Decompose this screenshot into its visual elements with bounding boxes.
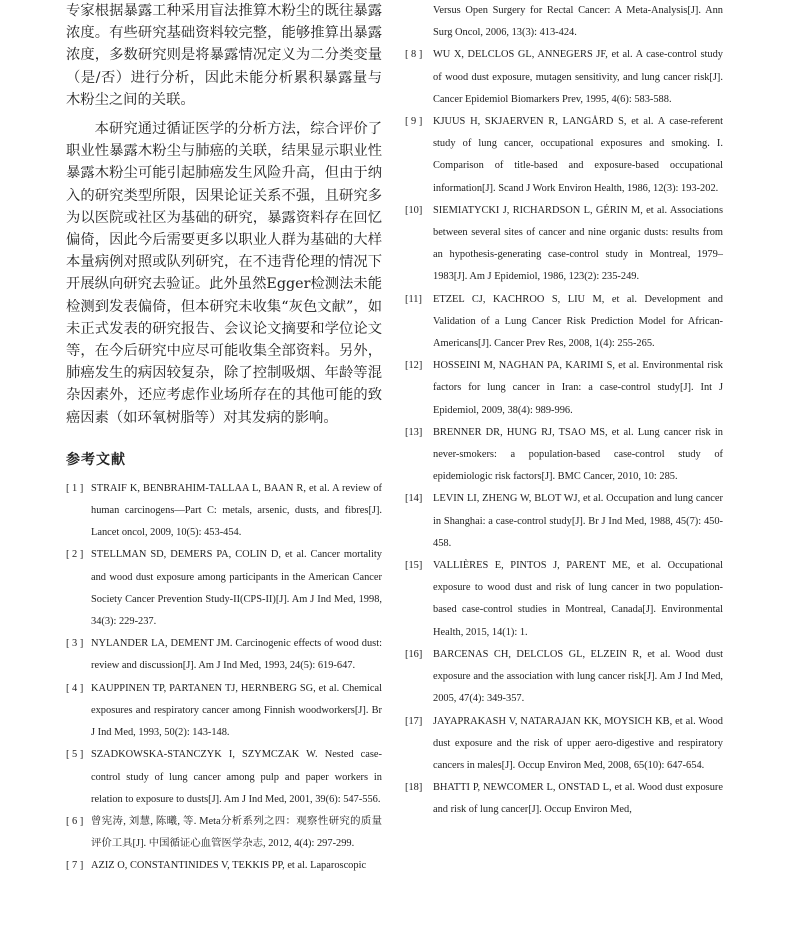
- reference-number: [17]: [405, 715, 423, 727]
- reference-text: WU X, DELCLOS GL, ANNEGERS JF, et al. A case-control study of wood dust exposure, mutagen sensitivity, and lung cancer risk[J]. Cancer Epidemiol Biomarkers Prev, 1995, 4(6): 583-588.: [433, 49, 723, 105]
- reference-number: [11]: [405, 293, 422, 305]
- reference-item: [66, 811, 382, 855]
- reference-text: STRAIF K, BENBRAHIM-TALLAA L, BAAN R, et al. A review of human carcinogens—Part C: metals, arsenic, dusts, and fibres[J]. Lancet oncol, 2009, 10(5): 453-454.: [91, 482, 382, 539]
- reference-text: NYLANDER LA, DEMENT JM. Carcinogenic effects of wood dust: review and discussion[J]. Am J Ind Med, 1993, 24(5): 619-647.: [91, 638, 382, 672]
- reference-item: [405, 488, 723, 555]
- reference-item: [405, 289, 723, 356]
- reference-item: [405, 711, 723, 778]
- reference-item: [66, 678, 382, 745]
- reference-number: [ 5 ]: [66, 749, 84, 761]
- reference-number: [12]: [405, 360, 423, 372]
- reference-text: VALLIÈRES E, PINTOS J, PARENT ME, et al. Occupational exposure to wood dust and risk of lung cancer in two population-based case-control studies in Montreal, Canada[J]. Environmental Health, 2015, 14(1): 1.: [433, 560, 723, 638]
- reference-number: [13]: [405, 426, 423, 438]
- reference-number: [18]: [405, 782, 423, 794]
- reference-item: [405, 555, 723, 644]
- reference-item: [66, 633, 382, 677]
- reference-text: Versus Open Surgery for Rectal Cancer: A Meta-Analysis[J]. Ann Surg Oncol, 2006, 13(3): 413-424.: [433, 5, 723, 39]
- reference-number: [ 9 ]: [405, 116, 423, 128]
- reference-item: [405, 777, 723, 821]
- reference-text: SIEMIATYCKI J, RICHARDSON L, GÉRIN M, et al. Associations between several sites of cancer and nine organic dusts: results from an hypothesis-generating case-control study in Montreal, 1979–1983[J]. Am J Epidemiol, 1986, 123(2): 235-249.: [433, 204, 723, 283]
- reference-number: [10]: [405, 204, 423, 216]
- reference-item: [405, 111, 723, 200]
- reference-continuation: [405, 0, 723, 44]
- reference-item: [66, 744, 382, 811]
- reference-text: JAYAPRAKASH V, NATARAJAN KK, MOYSICH KB, et al. Wood dust exposure and the risk of upper aero-digestive and respiratory cancers in males[J]. Occup Environ Med, 2008, 65(10): 647-654.: [433, 715, 723, 771]
- reference-item: [405, 44, 723, 111]
- reference-text: ETZEL CJ, KACHROO S, LIU M, et al. Development and Validation of a Lung Cancer Risk Prediction Model for African-Americans[J]. Cancer Prev Res, 2008, 1(4): 255-265.: [433, 293, 723, 350]
- reference-list-left: [66, 478, 382, 878]
- reference-item: [66, 544, 382, 633]
- reference-text: HOSSEINI M, NAGHAN PA, KARIMI S, et al. Environmental risk factors for lung cancer in Iran: a case-control study[J]. Int J Epidemiol, 2009, 38(4): 989-996.: [433, 360, 723, 416]
- body-paragraph: 本研究通过循证医学的分析方法，综合评价了职业性暴露木粉尘与肺癌的关联，结果显示职业性暴露木粉尘可能引起肺癌发生风险升高，但由于纳入的研究类型所限，因果论证关系不强，且研究多为以医院或社区为基础的研究，暴露资料存在回忆偏倚，因此今后需要更多以职业人群为基础的大样本量病例对照或队列研究，在不违背伦理的情况下开展纵向研究去验证。此外虽然Egger检测法未能检测到发表偏倚，但本研究未收集“灰色文献”，如未正式发表的研究报告、会议论文摘要和学位论文等，在今后研究中应尽可能收集全部资料。另外，肺癌发生的病因较复杂，除了控制吸烟、年龄等混杂因素外，还应考虑作业场所存在的其他可能的致癌因素（如环氧树脂等）对其发病的影响。: [66, 121, 382, 426]
- reference-number: [ 7 ]: [66, 860, 84, 872]
- reference-number: [ 8 ]: [405, 49, 423, 61]
- reference-text: KAUPPINEN TP, PARTANEN TJ, HERNBERG SG, et al. Chemical exposures and respiratory cancer among Finnish woodworkers[J]. Br J Ind Med, 1993, 50(2): 143-148.: [91, 682, 382, 739]
- reference-text: SZADKOWSKA-STANCZYK I, SZYMCZAK W. Nested case-control study of lung cancer among pulp and paper workers in relation to exposure to dusts[J]. Am J Ind Med, 2001, 39(6): 547-556.: [91, 749, 382, 805]
- reference-item: [405, 644, 723, 711]
- reference-number: [ 2 ]: [66, 549, 84, 561]
- reference-item: [66, 855, 382, 877]
- reference-item: [405, 200, 723, 289]
- reference-text: BARCENAS CH, DELCLOS GL, ELZEIN R, et al. Wood dust exposure and the association with lung cancer risk[J]. Am J Ind Med, 2005, 47(4): 349-357.: [433, 648, 723, 705]
- reference-text: BHATTI P, NEWCOMER L, ONSTAD L, et al. Wood dust exposure and risk of lung cancer[J]. Occup Environ Med,: [433, 782, 723, 816]
- reference-text: LEVIN LI, ZHENG W, BLOT WJ, et al. Occupation and lung cancer in Shanghai: a case-control study[J]. Br J Ind Med, 1988, 45(7): 450-458.: [433, 493, 723, 549]
- reference-number: [15]: [405, 560, 423, 572]
- reference-item: [66, 478, 382, 545]
- reference-text: KJUUS H, SKJAERVEN R, LANGÅRD S, et al. A case-referent study of lung cancer, occupational exposures and smoking. I. Comparison of title-based and exposure-based occupational information[J]. Scand J Work Environ Health, 1986, 12(3): 193-202.: [433, 116, 723, 194]
- reference-number: [ 6 ]: [66, 815, 84, 827]
- reference-text: 曾宪涛, 刘慧, 陈曦, 等. Meta分析系列之四：观察性研究的质量评价工具[J]. 中国循证心血管医学杂志, 2012, 4(4): 297-299.: [91, 815, 382, 850]
- left-column: [66, 0, 382, 878]
- reference-number: [ 4 ]: [66, 682, 84, 694]
- reference-text: BRENNER DR, HUNG RJ, TSAO MS, et al. Lung cancer risk in never-smokers: a population-based case-control study of epidemiologic risk factors[J]. BMC Cancer, 2010, 10: 285.: [433, 426, 723, 483]
- body-paragraph: 专家根据暴露工种采用盲法推算木粉尘的既往暴露浓度。有些研究基础资料较完整，能够推算出暴露浓度，多数研究则是将暴露情况定义为二分类变量（是/否）进行分析，因此未能分析累积暴露量与木粉尘之间的关联。: [66, 3, 382, 108]
- references-heading: 参考文献: [66, 451, 126, 468]
- reference-item: [405, 355, 723, 422]
- reference-number: [14]: [405, 493, 423, 505]
- reference-text: STELLMAN SD, DEMERS PA, COLIN D, et al. Cancer mortality and wood dust exposure among participants in the American Cancer Society Cancer Prevention Study-II(CPS-II)[J]. Am J Ind Med, 1998, 34(3): 229-237.: [91, 549, 382, 628]
- reference-list-right: [405, 44, 723, 821]
- reference-item: [405, 422, 723, 489]
- reference-number: [ 3 ]: [66, 638, 84, 650]
- right-column: [405, 0, 723, 822]
- reference-number: [16]: [405, 648, 423, 660]
- reference-number: [ 1 ]: [66, 482, 84, 494]
- reference-text: AZIZ O, CONSTANTINIDES V, TEKKIS PP, et al. Laparoscopic: [91, 860, 367, 872]
